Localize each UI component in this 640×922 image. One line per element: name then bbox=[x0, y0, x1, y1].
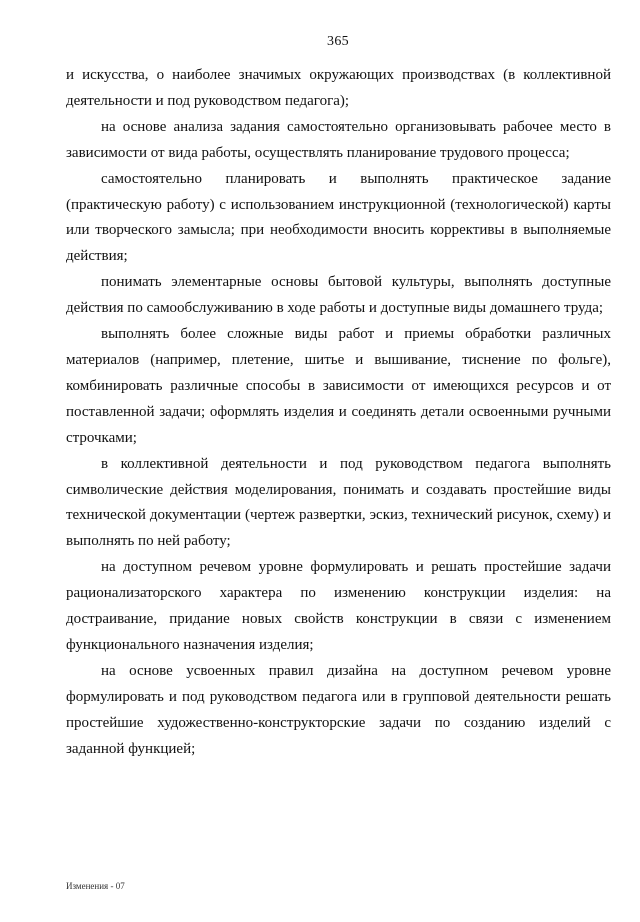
footer-revision-note: Изменения - 07 bbox=[66, 881, 125, 891]
paragraph-6: в коллективной деятельности и под руководством педагога выполнять символические действия моделирования, понимать и создавать простейшие виды технической документации (чертеж развертки, эскиз, технический рисунок, схему) и выполнять по ней работу; bbox=[66, 455, 611, 550]
page-number: 365 bbox=[327, 34, 349, 49]
paragraph-3: самостоятельно планировать и выполнять практическое задание (практическую работу) с использованием инструкционной (технологической) карты или творческого замысла; при необходимости вносить коррективы в выполняемые действия; bbox=[66, 170, 611, 265]
paragraph-5: выполнять более сложные виды работ и приемы обработки различных материалов (например, плетение, шитье и вышивание, тиснение по фольге), комбинировать различные способы в зависимости от имеющихся ресурсов и от поставленной задачи; оформлять изделия и соединять детали освоенными ручными строчками; bbox=[66, 326, 611, 446]
paragraph-8: на основе усвоенных правил дизайна на доступном речевом уровне формулировать и под руководством педагога или в групповой деятельности решать простейшие художественно-конструкторские задачи по созданию изделий с заданной функцией; bbox=[66, 662, 611, 757]
paragraph-7: на доступном речевом уровне формулировать и решать простейшие задачи рационализаторского характера по изменению конструкции изделия: на достраивание, придание новых свойств конструкции в связи с изменением функционального назначения изделия; bbox=[66, 559, 611, 653]
paragraph-1: и искусства, о наиболее значимых окружающих производствах (в коллективной деятельности и под руководством педагога); bbox=[66, 67, 611, 109]
paragraph-4: понимать элементарные основы бытовой культуры, выполнять доступные действия по самообслуживанию в ходе работы и доступные виды домашнего труда; bbox=[66, 274, 611, 317]
document-body bbox=[66, 63, 611, 762]
paragraph-2: на основе анализа задания самостоятельно организовывать рабочее место в зависимости от вида работы, осуществлять планирование трудового процесса; bbox=[66, 118, 611, 161]
